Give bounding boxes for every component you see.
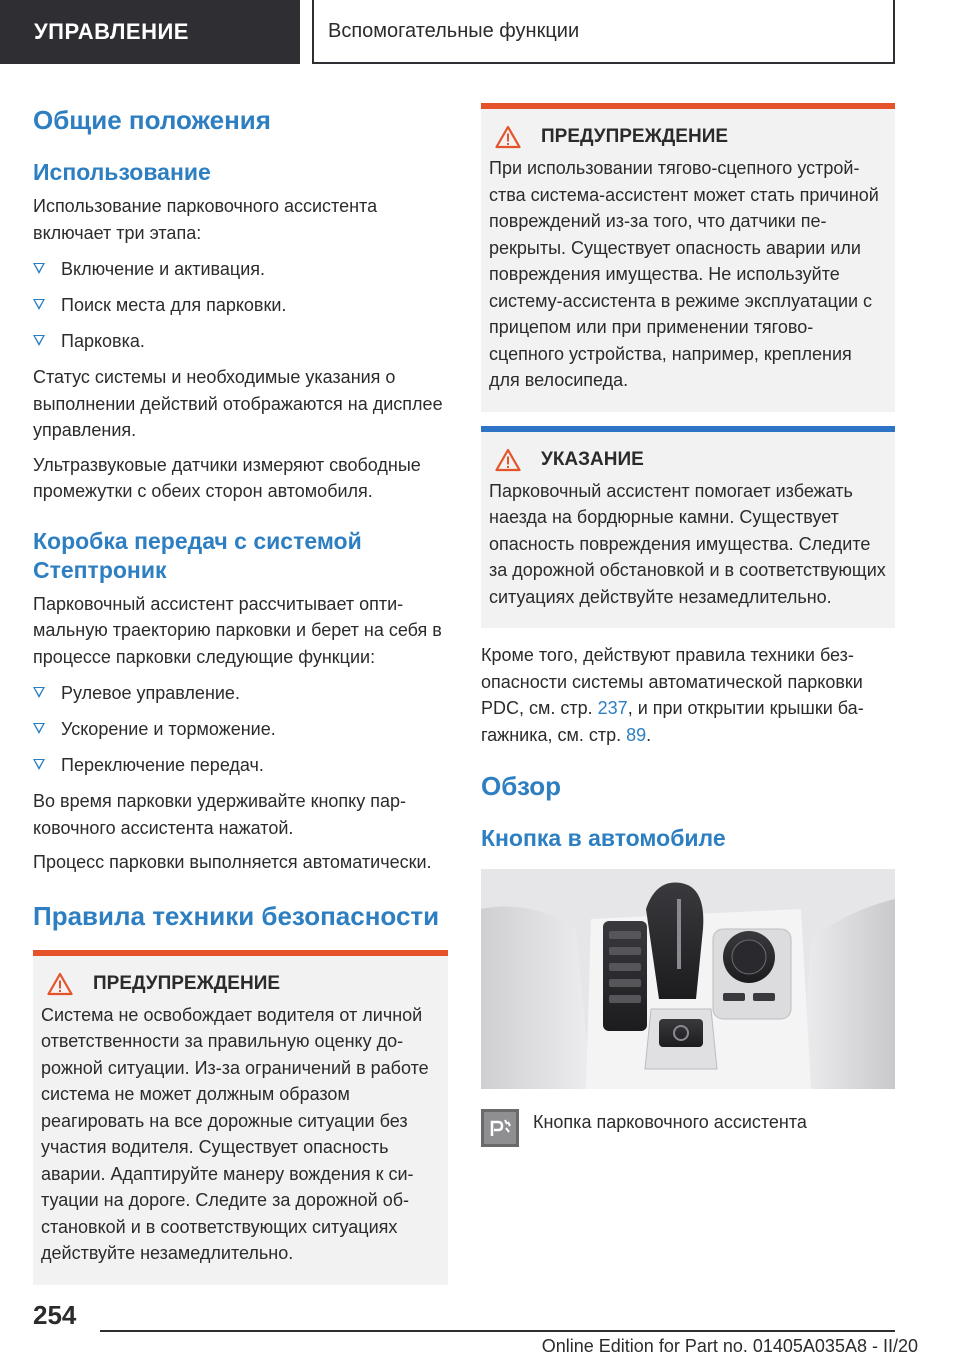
paragraph-rules: Кроме того, действуют правила техники безопасности системы автоматической парковки PDC, см. стр. 237, и при открытии крышки багажника, см. стр. 89. [481,645,864,745]
paragraph-gearbox: Парковочный ассистент рассчитывает оптимальную траекторию парковки и берет на себя в процессе парковки следующие функции: [33,593,442,667]
heading-safety: Правила техники безопасности [33,900,440,931]
page-number: 254 [33,1300,77,1330]
page-link-237[interactable]: 237 [597,698,628,718]
bullet-triangle-icon [33,335,45,346]
paragraph-hold: Во время парковки удерживайте кнопку парковочного ассистента нажатой. [33,791,406,838]
warning-title: ПРЕДУПРЕЖДЕНИЕ [41,970,440,998]
note-triangle-icon [495,448,521,472]
parking-assistant-button-icon [481,1109,519,1147]
right-column [481,103,895,1147]
warning-title: ПРЕДУПРЕЖДЕНИЕ [489,123,887,151]
heading-overview: Обзор [481,771,561,801]
heading-usage: Использование [33,159,211,185]
warning-text: При использовании тягово-сцепного устройства система-ассистент может стать причиной повреждений из-за того, что датчики перекрыты. Существует опасность аварии или повреждения имущества. Не используйте систему-ассистента в режиме эксплуатации с прицепом или при применении тягово-сцепного устройства, например, крепления для велосипеда. [489,158,879,390]
warning-text: Система не освобождает водителя от личной ответственности за правильную оценку дорожной ситуации. Из-за ограничений в работе система не может должным образом реагировать на все дорожные ситуации без участия водителя. Существует опасность аварии. Адаптируйте манеру вождения к ситуации на дороге. Следите за дорожной обстановкой и в соответствующих ситуациях действуйте незамедлительно. [41,1004,429,1263]
warning-box [481,103,895,412]
left-column [33,100,448,1285]
caption-text: Кнопка парковочного ассистента [533,1112,807,1132]
photo-caption [481,1109,895,1147]
footer-divider [100,1330,895,1332]
console-photo [481,869,895,1089]
bullet-triangle-icon [33,759,45,770]
list-item: Переключение передач. [33,752,448,778]
subsection-title: Вспомогательные функции [312,0,895,64]
heading-general: Общие положения [33,105,271,135]
page-header [0,0,960,66]
note-text: Парковочный ассистент помогает избежать наезда на бордюрные камни. Существует опасность повреждения имущества. Следите за дорожной обстановкой и в соответствующих ситуациях действуйте незамедлительно. [489,480,886,607]
page-link-89[interactable]: 89 [626,724,647,745]
bullet-triangle-icon [33,263,45,274]
warning-triangle-icon [47,972,73,996]
heading-gearbox: Коробка передач с системой Стептроник [33,527,362,583]
list-item: Ускорение и торможение. [33,716,448,742]
edition-text: Online Edition for Part no. 01405A035A8 - II/20 [541,1336,918,1356]
section-title: УПРАВЛЕНИЕ [0,0,300,64]
bullet-triangle-icon [33,723,45,734]
list-item: Включение и активация. [33,256,448,282]
center-console-illustration [481,869,895,1089]
paragraph-usage: Использование парковочного ассистента включает три этапа: [33,196,378,243]
note-box [481,426,895,629]
functions-list [33,680,448,778]
list-item: Рулевое управление. [33,680,448,706]
paragraph-status: Статус системы и необходимые указания о выполнении действий отображаются на дисплее управления. [33,367,443,440]
steps-list [33,256,448,354]
warning-box [33,950,448,1285]
list-item: Поиск места для парковки. [33,292,448,318]
list-item: Парковка. [33,328,448,354]
note-title: УКАЗАНИЕ [489,446,887,474]
bullet-triangle-icon [33,687,45,698]
paragraph-sensors: Ультразвуковые датчики измеряют свободные промежутки с обеих сторон автомобиля. [33,454,421,501]
paragraph-auto: Процесс парковки выполняется автоматически. [33,852,432,872]
bullet-triangle-icon [33,299,45,310]
heading-button: Кнопка в автомобиле [481,825,726,851]
warning-triangle-icon [495,125,521,149]
